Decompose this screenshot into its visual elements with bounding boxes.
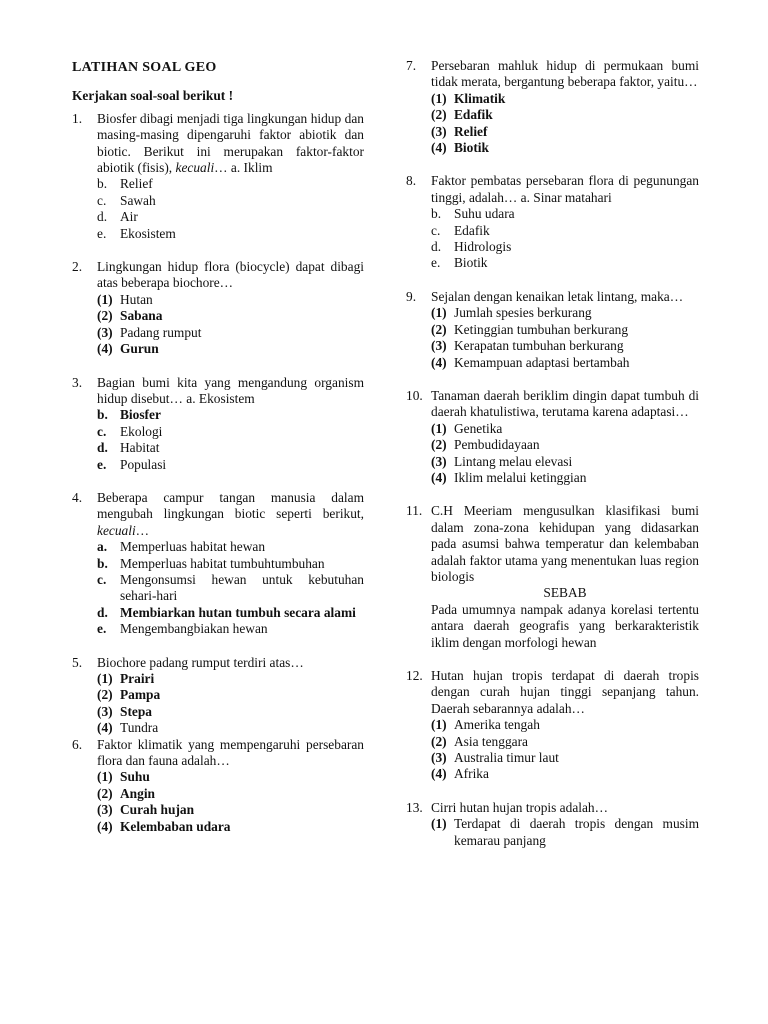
answer-option <box>431 454 699 470</box>
answer-option <box>431 338 699 354</box>
question-2 <box>72 259 364 357</box>
question-body <box>97 490 364 638</box>
question-number: 5. <box>72 654 83 670</box>
option-marker: c. <box>97 423 107 439</box>
answer-option <box>431 734 699 750</box>
option-label: Biotik <box>454 255 488 271</box>
option-label: Hidrologis <box>454 239 512 255</box>
option-label: Amerika tengah <box>454 717 540 733</box>
question-number: 2. <box>72 259 83 275</box>
answer-option <box>97 720 364 736</box>
option-label: Kemampuan adaptasi bertambah <box>454 354 630 370</box>
answer-option <box>431 91 699 107</box>
option-marker: (1) <box>431 90 447 106</box>
question-body <box>431 289 699 371</box>
option-marker: (2) <box>431 107 447 123</box>
answer-option <box>97 687 364 703</box>
option-marker: (3) <box>97 802 113 818</box>
answer-option <box>431 355 699 371</box>
option-label: Suhu <box>120 769 150 785</box>
answer-option <box>431 223 699 239</box>
option-label: Afrika <box>454 766 489 782</box>
option-marker: b. <box>97 407 108 423</box>
question-3 <box>72 375 364 473</box>
question-text: Faktor klimatik yang mempengaruhi persebaran flora dan fauna adalah… <box>97 736 364 769</box>
option-marker: (4) <box>431 469 447 485</box>
question-body <box>97 737 364 835</box>
option-label: Ekologi <box>120 423 163 439</box>
answer-option <box>431 437 699 453</box>
answer-option <box>97 671 364 687</box>
question-text-emphasis: kecuali <box>175 160 215 176</box>
answer-option <box>97 341 364 357</box>
option-label: Air <box>120 209 138 225</box>
question-text-emphasis: kecuali <box>97 522 136 538</box>
question-text: Bagian bumi kita yang mengandung organism hidup disebut… a. Ekosistem <box>97 374 364 406</box>
option-label: Memperluas habitat hewan <box>120 539 266 555</box>
answer-option <box>97 819 364 835</box>
question-text-tail: … a. Iklim <box>214 160 273 176</box>
answer-option <box>97 424 364 440</box>
option-marker: (1) <box>97 769 113 785</box>
question-number: 9. <box>406 288 417 304</box>
option-marker: c. <box>97 192 107 208</box>
question-body <box>97 111 364 242</box>
question-11 <box>406 503 699 651</box>
option-marker: (1) <box>431 420 447 436</box>
option-marker: (3) <box>431 750 447 766</box>
question-body <box>431 58 699 156</box>
option-marker: (2) <box>431 733 447 749</box>
option-label: Klimatik <box>454 90 506 106</box>
question-text-tail: … <box>135 522 150 538</box>
option-label: Habitat <box>120 440 160 456</box>
option-marker: d. <box>97 604 108 620</box>
option-label: Gurun <box>120 341 159 357</box>
answer-option <box>97 308 364 324</box>
question-text <box>97 111 364 177</box>
question-number: 3. <box>72 374 83 390</box>
answer-option <box>431 140 699 156</box>
option-label: Kerapatan tumbuhan berkurang <box>454 338 624 354</box>
question-text-main: Biosfer dibagi menjadi tiga lingkungan hidup dan masing-masing dipengaruhi faktor abiotik dan biotic. Berikut ini merupakan faktor-faktor abiotik (fisis), <box>97 110 364 176</box>
option-marker: a. <box>97 539 108 555</box>
option-marker: e. <box>97 621 107 637</box>
option-label: Curah hujan <box>120 802 195 818</box>
question-8 <box>406 173 699 271</box>
answer-option <box>97 556 364 572</box>
question-body <box>97 655 364 737</box>
option-marker: (3) <box>431 453 447 469</box>
question-body <box>431 173 699 271</box>
question-text: Persebaran mahluk hidup di permukaan bumi tidak merata, bergantung beberapa faktor, yaitu… <box>431 58 699 90</box>
option-label: Biosfer <box>120 407 161 423</box>
option-marker: d. <box>431 239 442 255</box>
option-marker: b. <box>431 206 442 222</box>
question-text: Sejalan dengan kenaikan letak lintang, maka… <box>431 288 684 304</box>
option-marker: c. <box>431 222 441 238</box>
question-number: 4. <box>72 489 83 505</box>
option-label: Ekosistem <box>120 225 176 241</box>
option-label: Suhu udara <box>454 206 515 222</box>
option-label: Biotik <box>454 140 489 156</box>
answer-option <box>431 239 699 255</box>
question-text: Faktor pembatas persebaran flora di pegunungan tinggi, adalah… a. Sinar matahari <box>431 173 699 205</box>
option-label: Mengembangbiakan hewan <box>120 621 268 637</box>
option-marker: (1) <box>97 291 113 307</box>
question-text-main: Beberapa campur tangan manusia dalam mengubah lingkungan biotic seperti berikut, <box>97 489 364 522</box>
answer-option <box>431 816 699 849</box>
answer-option <box>97 457 364 473</box>
option-marker: (1) <box>431 717 447 733</box>
answer-option <box>431 717 699 733</box>
question-text <box>97 490 364 539</box>
answer-option <box>97 769 364 785</box>
option-label: Sabana <box>120 308 163 324</box>
question-reason: Pada umumnya nampak adanya korelasi tertentu antara daerah geografis yang berkarakteristik iklim dengan morfologi hewan <box>431 601 699 650</box>
question-number: 12. <box>406 668 423 683</box>
question-6 <box>72 737 364 835</box>
option-label: Relief <box>120 176 153 192</box>
answer-option <box>97 704 364 720</box>
option-label: Terdapat di daerah tropis dengan musim kemarau panjang <box>454 816 699 848</box>
answer-option <box>431 470 699 486</box>
question-number: 10. <box>406 387 423 403</box>
option-marker: b. <box>97 555 108 571</box>
answer-option <box>97 325 364 341</box>
question-number: 13. <box>406 799 423 815</box>
question-9 <box>406 289 699 371</box>
option-marker: (4) <box>97 341 113 357</box>
answer-option <box>97 802 364 818</box>
option-label: Mengonsumsi hewan untuk kebutuhan sehari-hari <box>120 571 364 604</box>
answer-option <box>97 226 364 242</box>
answer-option <box>97 176 364 192</box>
answer-option <box>431 305 699 321</box>
option-marker: (1) <box>431 305 447 321</box>
option-marker: b. <box>97 176 108 192</box>
option-marker: e. <box>431 255 441 271</box>
option-label: Stepa <box>120 703 152 719</box>
question-text: Cirri hutan hujan tropis adalah… <box>431 799 609 815</box>
page-title: LATIHAN SOAL GEO <box>72 60 217 75</box>
option-label: Edafik <box>454 222 490 238</box>
option-label: Hutan <box>120 291 153 307</box>
option-label: Angin <box>120 785 155 801</box>
option-label: Sawah <box>120 192 156 208</box>
answer-option <box>431 124 699 140</box>
left-column <box>72 58 364 852</box>
answer-option <box>97 292 364 308</box>
question-text: Tanaman daerah beriklim dingin dapat tumbuh di daerah khatulistiwa, terutama karena adaptasi… <box>431 387 699 420</box>
answer-option <box>97 440 364 456</box>
right-column <box>406 58 699 866</box>
answer-option <box>431 206 699 222</box>
option-label: Asia tenggara <box>454 733 528 749</box>
question-10 <box>406 388 699 486</box>
option-marker: (2) <box>97 785 113 801</box>
option-label: Ketinggian tumbuhan berkurang <box>454 321 629 337</box>
option-marker: e. <box>97 456 107 472</box>
question-7 <box>406 58 699 156</box>
option-marker: d. <box>97 209 108 225</box>
question-body <box>431 503 699 651</box>
option-label: Jumlah spesies berkurang <box>454 305 592 321</box>
option-label: Membiarkan hutan tumbuh secara alami <box>120 604 356 620</box>
option-marker: (2) <box>97 308 113 324</box>
option-label: Pampa <box>120 687 161 703</box>
option-marker: e. <box>97 225 107 241</box>
option-marker: (4) <box>97 720 113 736</box>
question-4 <box>72 490 364 638</box>
option-marker: (4) <box>431 354 447 370</box>
question-number: 8. <box>406 173 417 189</box>
option-label: Kelembaban udara <box>120 818 231 834</box>
answer-option <box>97 605 364 621</box>
answer-option <box>431 750 699 766</box>
option-label: Prairi <box>120 671 155 686</box>
option-label: Iklim melalui ketinggian <box>454 469 587 485</box>
option-marker: (2) <box>431 437 447 453</box>
answer-option <box>97 539 364 555</box>
option-label: Australia timur laut <box>454 750 559 766</box>
question-number: 11. <box>406 503 423 519</box>
option-label: Genetika <box>454 420 503 436</box>
answer-option <box>431 255 699 271</box>
option-marker: (3) <box>431 123 447 139</box>
option-label: Populasi <box>120 456 167 472</box>
option-marker: (3) <box>97 324 113 340</box>
option-marker: (4) <box>431 766 447 782</box>
answer-option <box>97 193 364 209</box>
option-marker: (2) <box>97 687 113 703</box>
option-marker: (2) <box>431 321 447 337</box>
question-body <box>431 388 699 486</box>
question-number: 6. <box>72 736 83 752</box>
question-body <box>97 375 364 473</box>
answer-option <box>97 407 364 423</box>
answer-option <box>431 107 699 123</box>
question-body <box>431 800 699 849</box>
option-label: Relief <box>454 123 488 139</box>
question-number: 1. <box>72 110 83 126</box>
answer-option <box>97 621 364 637</box>
option-label: Tundra <box>120 720 159 736</box>
answer-option <box>431 322 699 338</box>
option-marker: (3) <box>431 338 447 354</box>
instructions: Kerjakan soal-soal berikut ! <box>72 88 234 104</box>
answer-option <box>97 572 364 605</box>
answer-option <box>431 766 699 782</box>
answer-option <box>97 786 364 802</box>
option-label: Padang rumput <box>120 324 202 340</box>
option-marker: (1) <box>431 816 447 832</box>
question-text: Hutan hujan tropis terdapat di daerah tropis dengan curah hujan tinggi sepanjang tahun. Daerah sebarannya adalah… <box>431 668 699 716</box>
question-body <box>431 668 699 783</box>
question-1 <box>72 111 364 242</box>
option-marker: (3) <box>97 703 113 719</box>
question-statement: C.H Meeriam mengusulkan klasifikasi bumi dalam zona-zona kehidupan yang didasarkan pada asumsi bahwa temperatur dan kelembaban adalah faktor utama yang menentukan luas region biologis <box>431 503 699 584</box>
option-label: Memperluas habitat tumbuhtumbuhan <box>120 555 325 571</box>
question-12 <box>406 668 699 783</box>
question-13 <box>406 800 699 849</box>
question-number: 7. <box>406 58 417 73</box>
question-5 <box>72 655 364 737</box>
option-marker: (4) <box>431 140 447 156</box>
question-text: Lingkungan hidup flora (biocycle) dapat dibagi atas beberapa biochore… <box>97 259 364 291</box>
sebab-divider: SEBAB <box>543 585 587 601</box>
option-marker: (4) <box>97 818 113 834</box>
question-body <box>97 259 364 357</box>
answer-option <box>97 209 364 225</box>
option-marker: (1) <box>97 671 113 686</box>
answer-option <box>431 421 699 437</box>
option-label: Pembudidayaan <box>454 437 540 453</box>
option-marker: d. <box>97 440 108 456</box>
option-label: Edafik <box>454 107 493 123</box>
question-text: Biochore padang rumput terdiri atas… <box>97 654 304 670</box>
option-marker: c. <box>97 571 107 587</box>
option-label: Lintang melau elevasi <box>454 453 573 469</box>
